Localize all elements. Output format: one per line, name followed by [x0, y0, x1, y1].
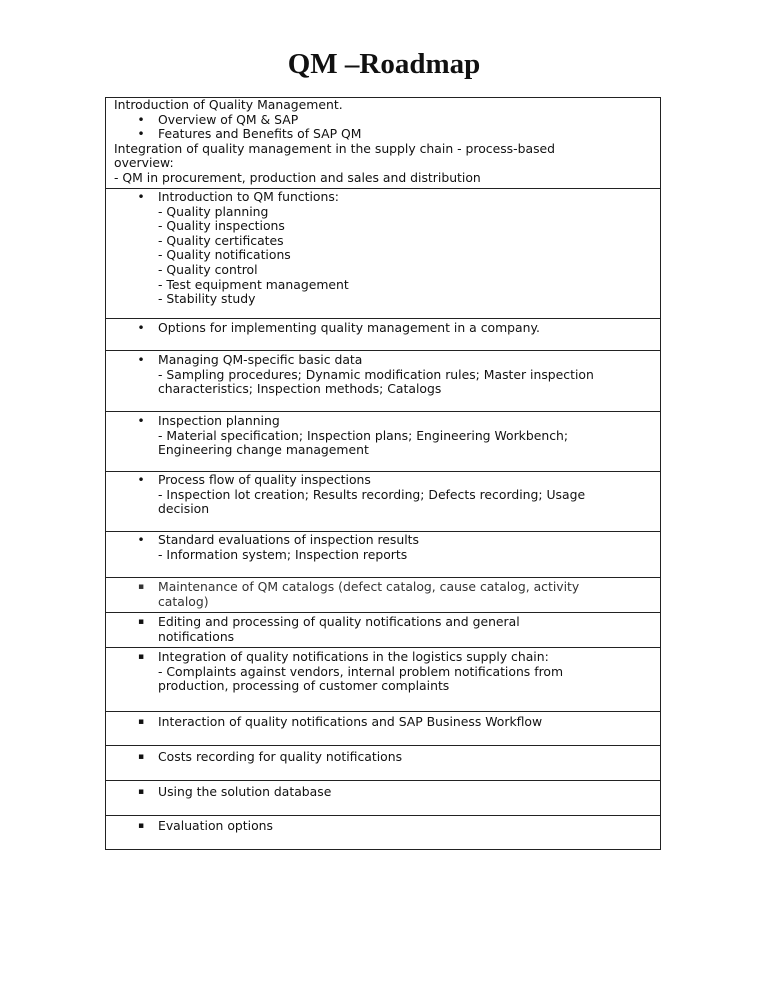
roadmap-table	[105, 97, 661, 850]
roadmap-row	[106, 532, 660, 578]
list-item: • Process flow of quality inspections - Inspection lot creation; Results recording; Defects recording; Usage decision	[114, 473, 652, 517]
square-bullet-icon: ▪	[137, 717, 145, 727]
square-bullet-icon: ▪	[137, 752, 145, 762]
intro-heading: Introduction of Quality Management.	[114, 97, 343, 112]
bullet-icon: •	[137, 352, 145, 367]
text-line: - QM in procurement, production and sales and distribution	[114, 169, 481, 185]
list-item: • Introduction to QM functions: - Quality planning - Quality inspections - Quality certificates - Quality notifications - Quality control - Test equipment management - Stability study	[114, 190, 652, 307]
roadmap-row	[106, 746, 660, 781]
list-item: ▪ Integration of quality notifications in the logistics supply chain: - Complaints against vendors, internal problem notifications from production, processing of customer complaints	[114, 650, 652, 694]
bullet-icon: •	[137, 189, 145, 204]
roadmap-row	[106, 578, 660, 613]
square-bullet-icon: ▪	[137, 787, 145, 797]
square-bullet-icon: ▪	[137, 582, 145, 592]
list-item: • Features and Benefits of SAP QM	[114, 127, 652, 142]
list-item: ▪ Editing and processing of quality notifications and general notifications	[114, 615, 652, 644]
roadmap-row	[106, 189, 660, 319]
list-item: ▪ Costs recording for quality notifications	[114, 750, 652, 765]
bullet-icon: •	[137, 126, 145, 142]
bullet-icon: •	[137, 111, 145, 127]
roadmap-row	[106, 412, 660, 472]
square-bullet-icon: ▪	[137, 821, 145, 831]
bullet-icon: •	[137, 320, 145, 335]
list-item: ▪ Interaction of quality notifications and SAP Business Workflow	[114, 715, 652, 730]
roadmap-row	[106, 319, 660, 351]
roadmap-row	[106, 472, 660, 532]
list-item: ▪ Evaluation options	[114, 819, 652, 834]
list-item: • Standard evaluations of inspection results - Information system; Inspection reports	[114, 533, 652, 562]
roadmap-row	[106, 351, 660, 412]
roadmap-row	[106, 712, 660, 746]
list-item: • Managing QM-specific basic data - Sampling procedures; Dynamic modification rules; Master inspection characteristics; Inspection methods; Catalogs	[114, 353, 652, 397]
roadmap-row	[106, 781, 660, 816]
document-title: QM –Roadmap	[287, 48, 481, 80]
roadmap-row	[106, 98, 660, 189]
square-bullet-icon: ▪	[137, 652, 145, 662]
bullet-icon: •	[137, 532, 145, 547]
bullet-icon: •	[137, 413, 145, 428]
list-item: • Inspection planning - Material specification; Inspection plans; Engineering Workbench; Engineering change management	[114, 414, 652, 458]
bullet-icon: •	[137, 472, 145, 487]
list-item: • Overview of QM & SAP	[114, 113, 652, 128]
list-item: ▪ Using the solution database	[114, 785, 652, 800]
text-line: overview:	[114, 155, 174, 171]
list-item: ▪ Maintenance of QM catalogs (defect catalog, cause catalog, activity catalog)	[114, 580, 652, 609]
list-item: • Options for implementing quality management in a company.	[114, 321, 652, 336]
square-bullet-icon: ▪	[137, 617, 145, 627]
roadmap-row	[106, 613, 660, 648]
roadmap-row	[106, 648, 660, 712]
roadmap-row	[106, 816, 660, 849]
text-line: Integration of quality management in the supply chain - process-based	[114, 140, 556, 156]
